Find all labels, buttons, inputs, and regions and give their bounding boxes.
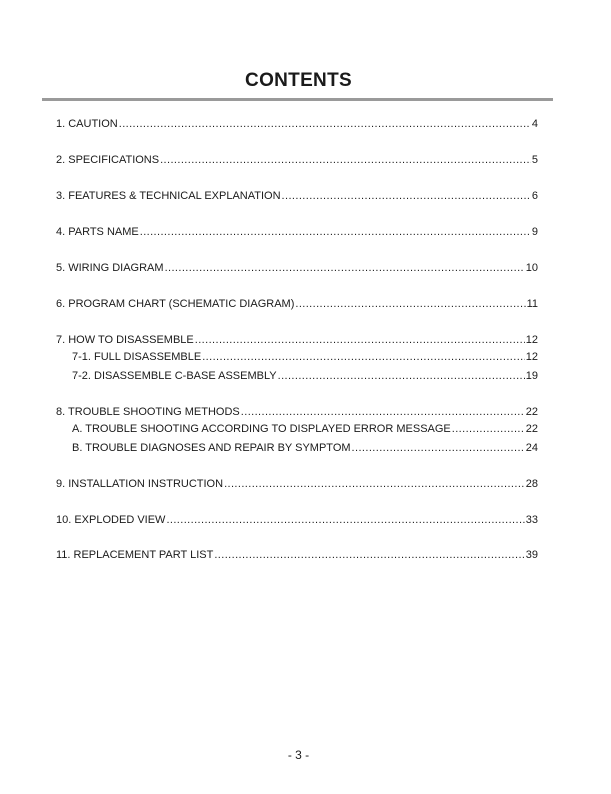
toc-subentry-full-disassemble bbox=[72, 350, 538, 364]
dot-leader bbox=[166, 513, 524, 527]
toc-entry-label: 2. SPECIFICATIONS bbox=[56, 154, 160, 166]
toc-entry-label: 6. PROGRAM CHART (SCHEMATIC DIAGRAM) bbox=[56, 298, 295, 310]
toc-entry-page: 10 bbox=[525, 262, 538, 274]
toc-entry-page: 39 bbox=[525, 549, 538, 561]
toc-entry-label: 7-2. DISASSEMBLE C-BASE ASSEMBLY bbox=[72, 370, 277, 382]
toc-entry-label: A. TROUBLE SHOOTING ACCORDING TO DISPLAYED ERROR MESSAGE bbox=[72, 423, 451, 435]
toc-entry-exploded-view bbox=[56, 513, 538, 527]
dot-leader bbox=[160, 153, 531, 167]
toc-entry-label: 5. WIRING DIAGRAM bbox=[56, 262, 164, 274]
toc-entry-label: 9. INSTALLATION INSTRUCTION bbox=[56, 478, 224, 490]
toc-entry-page: 11 bbox=[526, 298, 538, 310]
toc-entry-label: B. TROUBLE DIAGNOSES AND REPAIR BY SYMPTOM bbox=[72, 442, 351, 454]
toc-entry-label: 3. FEATURES & TECHNICAL EXPLANATION bbox=[56, 190, 281, 202]
dot-leader bbox=[214, 548, 524, 562]
toc-entry-specifications bbox=[56, 153, 538, 167]
toc-subentry-c-base-assembly bbox=[72, 369, 538, 383]
toc-entry-features bbox=[56, 189, 538, 203]
toc-entry-page: 28 bbox=[525, 478, 538, 490]
toc-entry-label: 11. REPLACEMENT PART LIST bbox=[56, 549, 214, 561]
toc-entry-page: 33 bbox=[525, 514, 538, 526]
dot-leader bbox=[165, 261, 525, 275]
dot-leader bbox=[224, 477, 525, 491]
dot-leader bbox=[140, 225, 531, 239]
toc-subentry-error-message bbox=[72, 422, 538, 436]
dot-leader bbox=[295, 297, 525, 311]
page-title: CONTENTS bbox=[245, 70, 352, 91]
toc-entry-page: 9 bbox=[531, 226, 538, 238]
toc-entry-caution bbox=[56, 117, 538, 131]
dot-leader bbox=[352, 441, 525, 455]
toc-entry-label: 1. CAUTION bbox=[56, 118, 118, 130]
toc-entry-page: 22 bbox=[525, 423, 538, 435]
toc-entry-parts-name bbox=[56, 225, 538, 239]
toc-entry-page: 12 bbox=[525, 334, 538, 346]
page-number: - 3 - bbox=[287, 748, 310, 762]
toc-entry-page: 6 bbox=[531, 190, 538, 202]
toc-entry-page: 22 bbox=[525, 406, 538, 418]
dot-leader bbox=[241, 405, 525, 419]
toc-entry-how-to-disassemble bbox=[56, 333, 538, 347]
dot-leader bbox=[282, 189, 531, 203]
toc-entry-replacement-part-list bbox=[56, 548, 538, 562]
dot-leader bbox=[202, 350, 525, 364]
dot-leader bbox=[452, 422, 525, 436]
toc-entry-label: 4. PARTS NAME bbox=[56, 226, 139, 238]
toc-entry-installation bbox=[56, 477, 538, 491]
toc-entry-wiring-diagram bbox=[56, 261, 538, 275]
dot-leader bbox=[195, 333, 525, 347]
toc-entry-label: 8. TROUBLE SHOOTING METHODS bbox=[56, 406, 240, 418]
dot-leader bbox=[119, 117, 531, 131]
toc-entry-page: 24 bbox=[525, 442, 538, 454]
toc-entry-program-chart bbox=[56, 297, 538, 311]
toc-entry-label: 7-1. FULL DISASSEMBLE bbox=[72, 351, 202, 363]
toc-entry-page: 5 bbox=[531, 154, 538, 166]
toc-entry-page: 4 bbox=[531, 118, 538, 130]
toc-entry-page: 19 bbox=[525, 370, 538, 382]
toc-entry-label: 10. EXPLODED VIEW bbox=[56, 514, 166, 526]
toc-entry-page: 12 bbox=[525, 351, 538, 363]
toc-subentry-repair-by-symptom bbox=[72, 441, 538, 455]
dot-leader bbox=[278, 369, 525, 383]
toc-entry-trouble-shooting bbox=[56, 405, 538, 419]
toc-entry-label: 7. HOW TO DISASSEMBLE bbox=[56, 334, 194, 346]
